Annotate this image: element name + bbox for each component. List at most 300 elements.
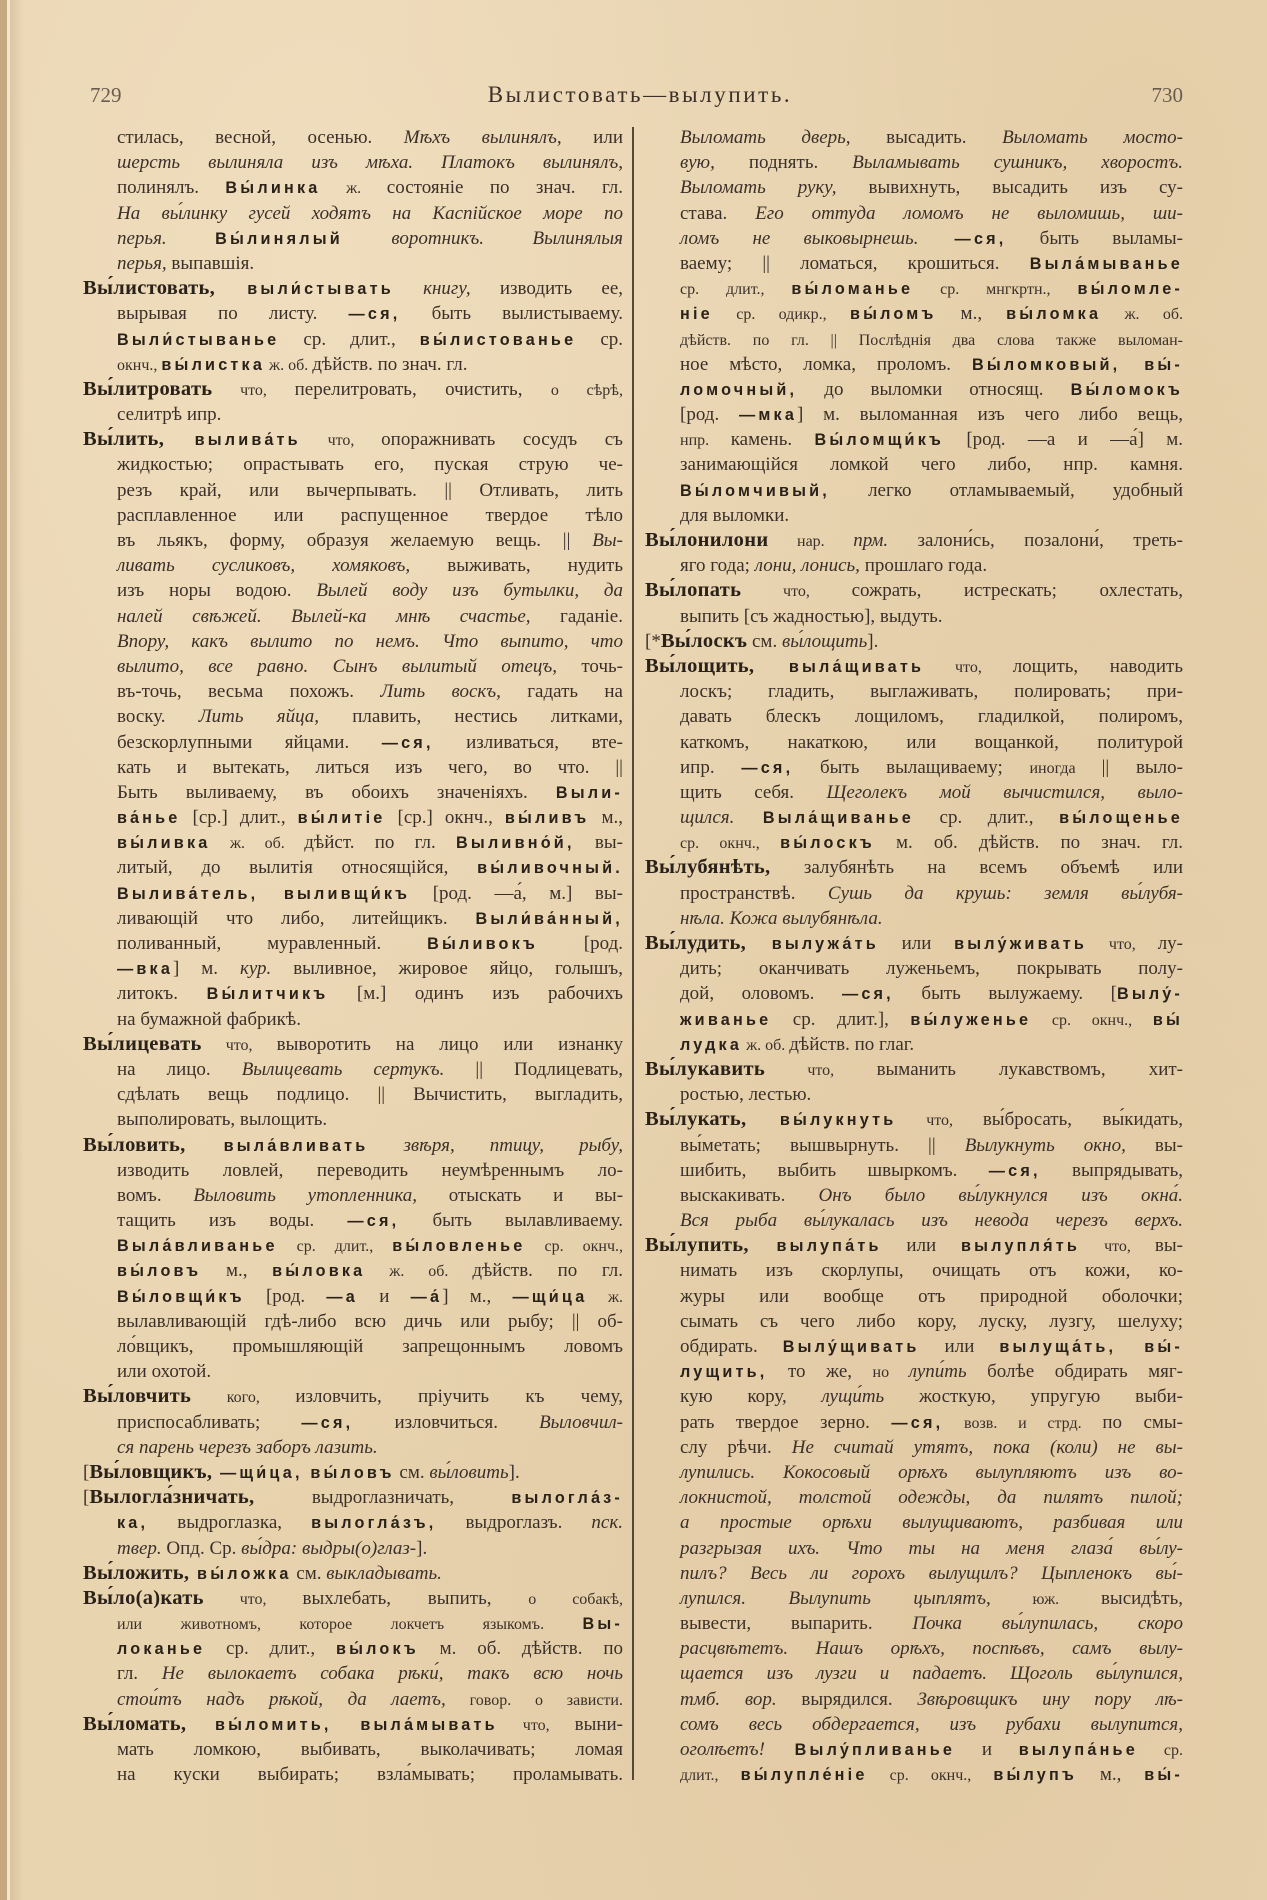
headword: Вы́лубянѣть,	[645, 856, 771, 879]
text: м. об. дѣйств. по знач. гл.	[874, 832, 1183, 854]
abbreviation: ж. об.	[742, 1036, 790, 1054]
text-line	[645, 1007, 1183, 1032]
headword: Вы́лощить,	[645, 654, 755, 677]
text: ср.	[576, 328, 623, 350]
left-column	[83, 125, 623, 1787]
text-line	[83, 1611, 623, 1636]
italic-example: лупился. Вылупить цыплятъ,	[680, 1587, 991, 1609]
text: м.,	[589, 807, 623, 829]
abbreviation: нар.	[768, 533, 854, 550]
italic-example: Вся рыба вы́лукалась изъ невода черезъ верхъ.	[680, 1210, 1183, 1232]
bold-term: лущить,	[680, 1363, 768, 1382]
bold-term: —ся,	[301, 1413, 354, 1432]
italic-example: а простые орѣхи вылущиваютъ, разбивая или	[680, 1512, 1183, 1534]
abbreviation: о сѣрѣ,	[550, 381, 623, 399]
text-line	[83, 150, 623, 175]
italic-example: Выловчил-	[539, 1411, 623, 1433]
abbreviation: возв. и стрд.	[943, 1414, 1103, 1432]
text: выхлебать, выпить,	[302, 1587, 529, 1609]
page-number-left: 729	[90, 83, 122, 107]
bold-term: вы́литіе	[297, 809, 386, 828]
text: высадить.	[850, 127, 1003, 148]
text-line	[83, 1082, 623, 1107]
text: [м.] одинъ изъ рабочихъ	[328, 983, 623, 1005]
abbreviation: ср. окнч.,	[867, 1767, 994, 1785]
text-line	[83, 352, 623, 377]
text: до выломки относящ.	[797, 378, 1071, 400]
entry-start-line	[83, 1485, 623, 1510]
italic-example: сомъ весь обдергается, изъ рубахи вылупится,	[680, 1713, 1183, 1735]
text: выживать, нудить	[410, 555, 623, 577]
italic-example: локнистой, толстой одежды, да пилятъ пилой;	[680, 1487, 1183, 1509]
text: быть выламы-	[1006, 227, 1183, 249]
right-column	[645, 125, 1183, 1787]
text-line	[83, 503, 623, 528]
text: давать блескъ лощиломъ, гладилкой, полиромъ,	[680, 706, 1183, 728]
text: выпрядывать,	[1040, 1159, 1183, 1181]
italic-example: вы́дра: выдры(о)глаз-	[241, 1537, 417, 1559]
text: ростью, лестью.	[680, 1084, 812, 1106]
text: Быть выливаему, въ обоихъ значеніяхъ.	[117, 781, 556, 803]
text-line	[83, 1636, 623, 1661]
text: отыскать и вы-	[417, 1184, 623, 1206]
text: яго года;	[680, 555, 755, 577]
entry-start-line	[83, 1133, 623, 1158]
text: выливное, жировое яйцо, голышъ,	[271, 958, 623, 980]
headword: Вы́литровать	[83, 377, 213, 400]
abbreviation: ж. об.	[1101, 306, 1183, 324]
bold-term: вылупа́нье	[1018, 1741, 1138, 1759]
italic-example: Впору, какъ вылито по немъ. Что выпито, что	[117, 630, 623, 652]
text: ипр.	[680, 756, 742, 778]
text: поднять.	[714, 152, 853, 174]
italic-example: Выламывать сушникъ, хворостъ.	[852, 152, 1183, 174]
italic-example: вы́лощить	[781, 630, 868, 652]
text-line	[83, 1687, 623, 1712]
text-line	[645, 1384, 1183, 1409]
italic-example: ливать сусликовъ, хомяковъ,	[117, 555, 411, 577]
text: стилась, весной, осенью.	[117, 127, 404, 148]
text: [ср.] длит.,	[180, 807, 298, 829]
text: ].	[508, 1461, 520, 1483]
bold-term: вылогла́зъ,	[311, 1514, 437, 1533]
headword: Вы́ложить,	[83, 1561, 190, 1584]
text: на лицо.	[117, 1058, 242, 1080]
text: изводить ее,	[470, 278, 623, 300]
entry-start-line	[645, 855, 1183, 880]
abbreviation: дѣйств. по гл. || Послѣднія два слова также выломан-	[680, 331, 1183, 349]
text: безскорлупными яйцами.	[117, 731, 382, 753]
bold-term: —вка	[117, 960, 174, 979]
page-binding-edge	[0, 0, 7, 1900]
italic-example: лущи́ть	[821, 1386, 885, 1408]
text: полинялъ.	[117, 177, 226, 199]
bold-term: вы́ловленье	[392, 1237, 526, 1256]
text-line	[83, 956, 623, 981]
italic-example: Выломать дверь,	[680, 127, 851, 148]
text-line	[83, 201, 623, 226]
text: ло́вщикъ, промышляющій запрещоннымъ ловомъ	[117, 1336, 623, 1357]
text: см.	[747, 630, 782, 652]
abbreviation: что,	[201, 1036, 277, 1054]
text-line	[83, 301, 623, 326]
text-line	[645, 906, 1183, 931]
text-line	[83, 1208, 623, 1233]
text-line	[83, 730, 623, 755]
text: или охотой.	[117, 1361, 212, 1383]
bold-term: Вы-	[582, 1615, 623, 1634]
text: вы-	[1154, 1235, 1183, 1257]
text-line	[83, 125, 623, 150]
italic-example: Щеголекъ мой вычистился, выло-	[826, 781, 1183, 803]
text-line	[645, 1158, 1183, 1183]
bold-term: вы́лупле́ніе	[740, 1766, 868, 1785]
headword: Вы́лонилони	[645, 529, 769, 551]
italic-example: щился.	[680, 807, 735, 829]
bold-term: вы́ломанье	[791, 280, 914, 299]
bold-term: локанье	[117, 1640, 206, 1659]
bold-term: Вылу́-	[1117, 985, 1183, 1004]
abbreviation: что,	[203, 1590, 303, 1608]
text-line	[645, 1485, 1183, 1510]
italic-example: Его оттуда ломомъ не выломишь, ши-	[755, 202, 1183, 224]
text-line	[83, 251, 623, 276]
text: изловчить, пріучить къ чему,	[295, 1386, 623, 1408]
bold-term: вылива́ть	[164, 431, 301, 450]
text-line	[645, 175, 1183, 200]
text: на куски выбирать; взла́мывать; проламывать.	[117, 1764, 623, 1786]
bold-term: Вы́ливокъ	[427, 935, 538, 953]
text-line	[645, 1762, 1183, 1787]
text: выдроглазничать,	[254, 1487, 512, 1509]
bold-term: вы́лоскъ	[780, 834, 875, 853]
text: ливающій что либо, литейщикъ.	[117, 907, 476, 929]
text-line	[83, 604, 623, 629]
italic-example: Мѣхъ вылинялъ,	[403, 127, 562, 148]
text-line	[645, 402, 1183, 427]
bold-term: Вылива́тель, выливщи́къ	[117, 884, 411, 903]
abbreviation: о собакѣ,	[528, 1590, 623, 1608]
abbreviation: или животномъ, которое локчетъ языкомъ.	[117, 1616, 583, 1634]
entry-start-line	[645, 1107, 1183, 1132]
text: слу рѣчи.	[680, 1436, 792, 1458]
text: жосткую, упругую выби-	[884, 1386, 1183, 1408]
abbreviation: ж. об.	[265, 356, 313, 374]
running-title: Вылистовать—вылупить.	[487, 82, 793, 107]
text: каткомъ, накаткою, или вощанкой, политурой	[680, 731, 1183, 753]
text: дѣйств. по глаг.	[789, 1033, 915, 1055]
text-line	[645, 1687, 1183, 1712]
text: [род.	[244, 1285, 327, 1307]
text: дѣйств. по знач. гл.	[312, 353, 468, 375]
text-line	[83, 1435, 623, 1460]
text: для выломки.	[680, 504, 790, 526]
text: мать ломкою, выбивать, выколачивать; ломая	[117, 1739, 623, 1760]
text: изъ норы водою.	[117, 580, 317, 602]
text: сдѣлать вещь подлицо. || Вычистить, выгладить,	[117, 1084, 623, 1106]
text: || выло-	[1101, 756, 1183, 778]
text-line	[645, 881, 1183, 906]
text: точь-	[556, 655, 623, 677]
bold-term: Вы́литчикъ	[206, 985, 329, 1004]
text: ].	[867, 630, 879, 652]
text: [	[83, 1487, 90, 1509]
text: резъ край, или вычерпывать. || Отливать, лить	[117, 479, 623, 501]
abbreviation: нпр.	[680, 432, 731, 450]
abbreviation: ж.	[587, 1288, 623, 1306]
text-line	[645, 1284, 1183, 1309]
italic-example: Вылей воду изъ бутылки, да	[316, 580, 623, 602]
italic-example: Выловить утопленника,	[193, 1184, 418, 1206]
bold-term: выли́стывать	[215, 280, 394, 299]
text: сымать съ чего либо кору, луску, лузгу, шелуху;	[680, 1310, 1183, 1332]
italic-example: тмб. вор.	[680, 1688, 777, 1710]
text: быть вылавливаему.	[399, 1210, 623, 1232]
bold-term: —ся,	[741, 758, 794, 777]
text-line	[645, 956, 1183, 981]
text: на бумажной фабрикѣ.	[117, 1008, 301, 1030]
text-line	[645, 1435, 1183, 1460]
text-line	[645, 1208, 1183, 1233]
entry-start-line	[645, 629, 1183, 654]
entry-start-line	[645, 1233, 1183, 1258]
abbreviation: говор. о зависти.	[445, 1691, 623, 1709]
italic-example: кур.	[239, 958, 272, 980]
text-line	[83, 553, 623, 578]
text: дой, оловомъ.	[680, 983, 842, 1005]
italic-example: вую,	[680, 152, 715, 174]
text: журы или вообще отъ природной оболочки;	[680, 1285, 1183, 1307]
text: литокъ.	[117, 983, 207, 1005]
italic-example: разгрызая ихъ. Что ты на меня глаза́ вы́лу-	[680, 1537, 1183, 1559]
bold-term: Выла́мыванье	[1029, 254, 1183, 273]
headword: Вы́ловить,	[83, 1133, 186, 1156]
text-line	[645, 1258, 1183, 1283]
text-line	[645, 478, 1183, 503]
text-line	[83, 1536, 623, 1561]
text-line	[645, 730, 1183, 755]
abbreviation: ср. длит.,	[277, 1238, 393, 1256]
text: легко отламываемый, удобный	[830, 479, 1183, 501]
text-line	[83, 452, 623, 477]
text: или	[561, 127, 623, 148]
text: рать твердое зерно.	[680, 1411, 892, 1433]
bold-term: вы́ливъ	[504, 809, 590, 828]
text-line	[83, 1057, 623, 1082]
bold-term: Выли́ва́нный,	[475, 909, 623, 928]
italic-example: Лить воскъ,	[380, 681, 501, 703]
text: [ср.] окнч.,	[385, 807, 505, 829]
bold-term: ка,	[117, 1514, 149, 1533]
text-line	[645, 1334, 1183, 1359]
bold-term: вы́ломить, выла́мывать	[186, 1715, 498, 1734]
text-line	[83, 830, 623, 855]
bold-term: вылуща́ть, вы́-	[999, 1338, 1183, 1356]
italic-example: перья,	[117, 252, 167, 274]
text: болѣе обдирать мяг-	[966, 1361, 1183, 1383]
italic-example: ся парень черезъ заборъ лазить.	[117, 1436, 378, 1458]
bold-term: вы́лощенье	[1059, 809, 1183, 828]
italic-example: нѣла. Кожа вылубянѣла.	[680, 907, 883, 929]
text-line	[83, 1359, 623, 1384]
text: см.	[291, 1562, 327, 1584]
italic-example: пилъ? Весь ли горохъ вылущилъ? Цыпленокъ вы́-	[680, 1562, 1183, 1584]
abbreviation: что,	[924, 658, 1013, 676]
text-line	[645, 1183, 1183, 1208]
text: м.,	[201, 1260, 273, 1282]
headword: Вы́лопать	[645, 579, 742, 602]
italic-example: прм.	[853, 530, 889, 551]
text: выни-	[574, 1713, 623, 1735]
text: вы-	[1125, 1134, 1183, 1156]
text-line	[645, 1133, 1183, 1158]
text: дѣйст. по гл.	[304, 832, 457, 854]
italic-example: Не вылокаетъ собака рѣки́, такъ всю ночь	[161, 1663, 623, 1685]
text: состояніе по знач. гл.	[386, 177, 623, 199]
bold-term: Выла́щиванье	[734, 809, 914, 828]
text-line	[645, 352, 1183, 377]
text: или	[919, 1336, 1000, 1357]
bold-term: Вы́ловщи́къ	[117, 1287, 245, 1306]
text-line	[83, 1762, 623, 1787]
text-line	[83, 402, 623, 427]
text: выполировать, вылощить.	[117, 1109, 328, 1131]
bold-term: вы́локъ	[335, 1640, 419, 1659]
italic-example: лупились. Кокосовый орѣхъ вылупляютъ изъ во-	[680, 1461, 1183, 1483]
abbreviation: что,	[497, 1716, 575, 1734]
bold-term: —ся,	[841, 985, 894, 1004]
text-line	[645, 1611, 1183, 1636]
text-line	[83, 578, 623, 603]
text: по смы-	[1102, 1411, 1183, 1433]
bold-term: вы́луженье	[910, 1010, 1032, 1029]
italic-example: Звѣровщикъ ину пору лѣ-	[917, 1688, 1183, 1710]
italic-example: Выломать мосто-	[1002, 127, 1183, 148]
italic-example: оголѣетъ!	[680, 1739, 765, 1760]
text: ] м. выломанная изъ чего либо вещь,	[797, 404, 1183, 426]
text: выворотить на лицо или изнанку	[276, 1033, 623, 1055]
bold-term: —ся,	[347, 1212, 400, 1231]
bold-term: Выла́вливанье	[117, 1237, 278, 1256]
text: обдирать.	[680, 1336, 783, 1357]
text: камень.	[730, 429, 815, 451]
abbreviation: что,	[764, 1061, 877, 1079]
text-line	[83, 679, 623, 704]
italic-example: Вылукнуть окно,	[964, 1134, 1126, 1156]
entry-start-line	[83, 377, 623, 402]
text: [род. —а и —а́] м.	[944, 429, 1183, 451]
text-line	[645, 679, 1183, 704]
text: быть вылужаему. [	[893, 983, 1118, 1005]
bold-term: вы́ломъ	[849, 305, 937, 324]
bold-term: лудка	[680, 1035, 743, 1054]
italic-example: выкладывать.	[326, 1562, 442, 1584]
bold-term: ва́нье	[117, 809, 181, 828]
text-line	[83, 175, 623, 200]
text-line	[83, 780, 623, 805]
text: и	[955, 1739, 1019, 1760]
text-line	[645, 1536, 1183, 1561]
headword: Вы́лудить,	[645, 932, 747, 954]
bold-term: вы́-	[1144, 1766, 1183, 1785]
text: Опд. Ср.	[161, 1537, 242, 1559]
text: тащить изъ воды.	[117, 1210, 348, 1232]
text-line	[83, 704, 623, 729]
text: поливанный, муравленный.	[117, 933, 428, 954]
text-line	[83, 1183, 623, 1208]
text-line	[645, 1737, 1183, 1762]
bold-term: вылу́живать	[954, 935, 1087, 953]
text-line	[83, 805, 623, 830]
bold-term: —а	[326, 1287, 358, 1306]
entry-start-line	[83, 1586, 623, 1611]
italic-example: шерсть вылиняла изъ мѣха. Платокъ вылинялъ,	[117, 152, 623, 174]
text: [	[83, 1461, 90, 1483]
abbreviation: ср. одикр.,	[712, 306, 850, 324]
text: высидѣть,	[1100, 1587, 1183, 1609]
abbreviation: кого,	[191, 1389, 296, 1407]
text-line	[645, 1359, 1183, 1384]
bold-term: вы́ливочный.	[477, 859, 623, 878]
text-line	[83, 654, 623, 679]
bold-term: вы́ломле-	[1077, 280, 1183, 299]
text-line	[645, 125, 1183, 150]
bold-term: вылужа́ть	[746, 935, 879, 953]
abbreviation: ср. длит.,	[680, 281, 792, 299]
entry-start-line	[645, 931, 1183, 956]
italic-example: Почка вы́лупилась, скоро	[912, 1613, 1183, 1635]
text: ваему; || ломаться, крошиться.	[680, 252, 1030, 274]
text-line	[645, 1586, 1183, 1611]
text-line	[83, 327, 623, 352]
entry-start-line	[83, 1561, 623, 1586]
text-line	[645, 503, 1183, 528]
entry-start-line	[83, 427, 623, 452]
bold-term: вы́	[1152, 1010, 1183, 1029]
bold-term: вы́листованье	[419, 330, 577, 349]
text-line	[645, 830, 1183, 855]
bold-term: вы́ломка	[1006, 305, 1102, 324]
text: выманить лукавствомъ, хит-	[876, 1058, 1183, 1080]
text: м.,	[936, 303, 1007, 325]
abbreviation: что,	[741, 583, 852, 601]
bold-term: —щи́ца	[512, 1287, 588, 1306]
bold-term: вы́ливка	[117, 834, 211, 853]
abbreviation: ср. окнч.,	[525, 1238, 623, 1256]
text-line	[83, 1510, 623, 1535]
text-line	[645, 301, 1183, 326]
italic-example: Выломать руку,	[680, 177, 837, 199]
text-line	[83, 981, 623, 1006]
bold-term: вылупа́ть	[748, 1237, 882, 1256]
abbreviation: ср. окнч.,	[680, 835, 781, 853]
text: быть вылистываему.	[400, 303, 623, 325]
entry-start-line	[645, 528, 1183, 553]
text: то же,	[767, 1361, 873, 1383]
text: расплавленное или распущенное твердое тѣло	[117, 504, 623, 526]
text: изловчиться.	[353, 1411, 540, 1433]
text: ср. длит.,	[279, 328, 420, 350]
text-line	[645, 276, 1183, 301]
bold-term: вылупля́ть	[961, 1237, 1081, 1256]
text: щить себя.	[680, 781, 827, 803]
entry-start-line	[645, 578, 1183, 603]
text: вывихнуть, высадить изъ су-	[836, 177, 1183, 199]
text-line	[645, 1082, 1183, 1107]
text: ].	[416, 1537, 428, 1559]
text: прошлаго года.	[859, 555, 988, 577]
text: вомъ.	[117, 1184, 194, 1206]
